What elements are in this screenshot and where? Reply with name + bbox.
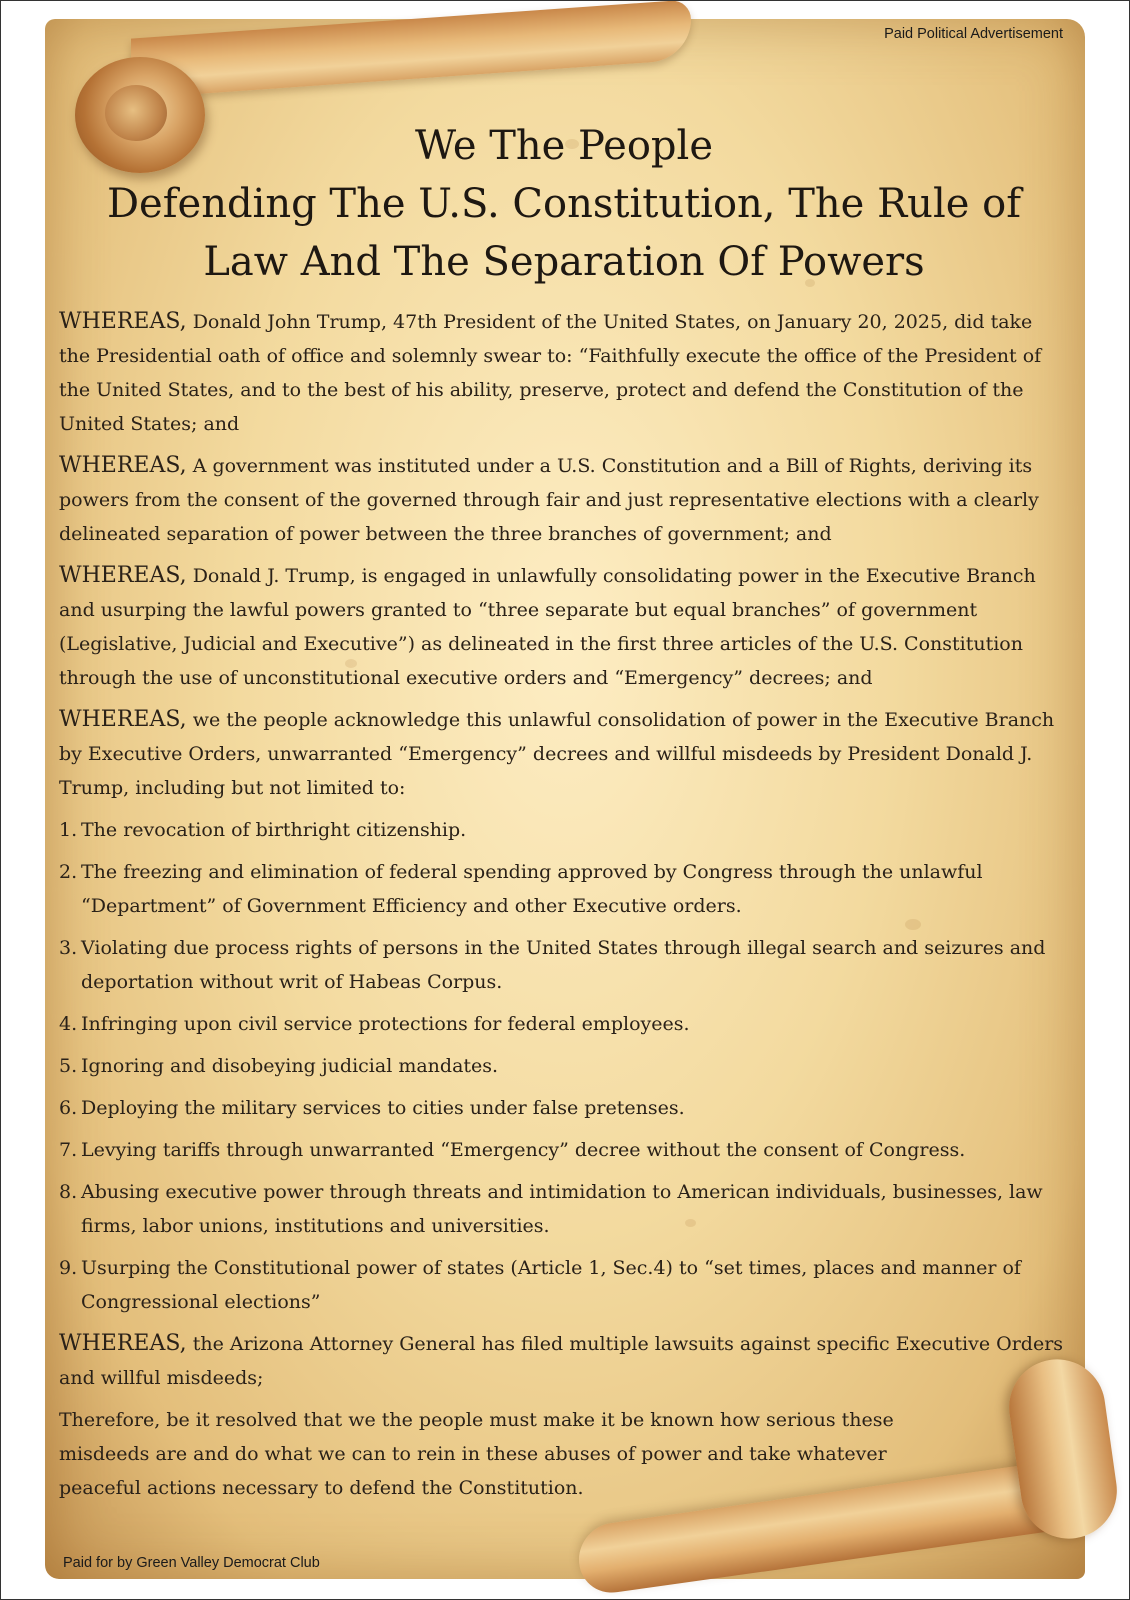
whereas-text: Donald John Trump, 47th President of the United States, on January 20, 2025, did take the Presidential oath of office and solemnly swear to: “Faithfully execute the office of the President of the United States, and to the best of his ability, preserve, protect and defend the Constitution of the United States; and: [59, 311, 1042, 435]
list-item-number: 6.: [59, 1097, 78, 1119]
list-item-text: The revocation of birthright citizenship.: [81, 819, 467, 841]
whereas-clause-1: [59, 305, 1069, 441]
list-item: [59, 1049, 1069, 1083]
whereas-lead: WHEREAS,: [59, 563, 187, 588]
list-item: [59, 855, 1069, 923]
whereas-clause-3: [59, 559, 1069, 695]
proclamation-title: [59, 117, 1069, 291]
misdeeds-list: [59, 813, 1069, 1319]
list-item-number: 2.: [59, 861, 78, 883]
list-item-number: 8.: [59, 1181, 78, 1203]
list-item: [59, 813, 1069, 847]
list-item-text: The freezing and elimination of federal spending approved by Congress through the unlawful “Department” of Government Efficiency and other Executive orders.: [81, 861, 983, 917]
list-item-text: Ignoring and disobeying judicial mandates.: [81, 1055, 499, 1077]
whereas-clause-4: [59, 703, 1069, 805]
list-item-number: 1.: [59, 819, 78, 841]
list-item-text: Abusing executive power through threats and intimidation to American individuals, businesses, law firms, labor unions, institutions and universities.: [81, 1181, 1043, 1237]
whereas-lead: WHEREAS,: [59, 453, 187, 478]
list-item: [59, 1091, 1069, 1125]
paid-political-advertisement-label: Paid Political Advertisement: [884, 26, 1063, 42]
title-line-2: Defending The U.S. Constitution, The Rule of: [106, 181, 1022, 227]
list-item-text: Deploying the military services to cities under false pretenses.: [81, 1097, 685, 1119]
list-item: [59, 1175, 1069, 1243]
whereas-text: we the people acknowledge this unlawful consolidation of power in the Executive Branch by Executive Orders, unwarranted “Emergency” decrees and willful misdeeds by President Donald J. Trump, including but not limited to:: [59, 709, 1055, 799]
title-line-1: We The People: [414, 123, 713, 169]
whereas-text: Donald J. Trump, is engaged in unlawfully consolidating power in the Executive Branch and usurping the lawful powers granted to “three separate but equal branches” of government (Legislative, Judicial and Executive”) as delineated in the first three articles of the U.S. Constitution through the use of unconstitutional executive orders and “Emergency” decrees; and: [59, 565, 1036, 689]
list-item-number: 3.: [59, 937, 78, 959]
proclamation-content: [59, 117, 1069, 1513]
whereas-text: A government was instituted under a U.S. Constitution and a Bill of Rights, deriving its powers from the consent of the governed through fair and just representative elections with a clearly delineated separation of power between the three branches of government; and: [59, 455, 1039, 545]
paid-for-by-label: Paid for by Green Valley Democrat Club: [63, 1555, 320, 1571]
list-item-number: 9.: [59, 1257, 78, 1279]
list-item: [59, 1133, 1069, 1167]
whereas-clause-2: [59, 449, 1069, 551]
list-item-number: 5.: [59, 1055, 78, 1077]
list-item-number: 7.: [59, 1139, 78, 1161]
whereas-lead: WHEREAS,: [59, 707, 187, 732]
list-item: [59, 931, 1069, 999]
title-line-3: Law And The Separation Of Powers: [203, 239, 925, 285]
whereas-lead: WHEREAS,: [59, 1331, 187, 1356]
resolution-paragraph: Therefore, be it resolved that we the people must make it be known how serious these misdeeds are and do what we can to rein in these abuses of power and take whatever peaceful actions necessary to defend the Constitution.: [59, 1409, 894, 1499]
list-item: [59, 1251, 1069, 1319]
list-item-text: Violating due process rights of persons in the United States through illegal search and seizures and deportation without writ of Habeas Corpus.: [81, 937, 1046, 993]
whereas-clause-5: [59, 1327, 1069, 1395]
list-item-text: Infringing upon civil service protections for federal employees.: [81, 1013, 690, 1035]
list-item-number: 4.: [59, 1013, 78, 1035]
list-item: [59, 1007, 1069, 1041]
whereas-text: the Arizona Attorney General has filed multiple lawsuits against specific Executive Orders and willful misdeeds;: [59, 1333, 1064, 1389]
list-item-text: Levying tariffs through unwarranted “Emergency” decree without the consent of Congress.: [81, 1139, 966, 1161]
whereas-lead: WHEREAS,: [59, 309, 187, 334]
list-item-text: Usurping the Constitutional power of states (Article 1, Sec.4) to “set times, places and manner of Congressional elections”: [81, 1257, 1021, 1313]
